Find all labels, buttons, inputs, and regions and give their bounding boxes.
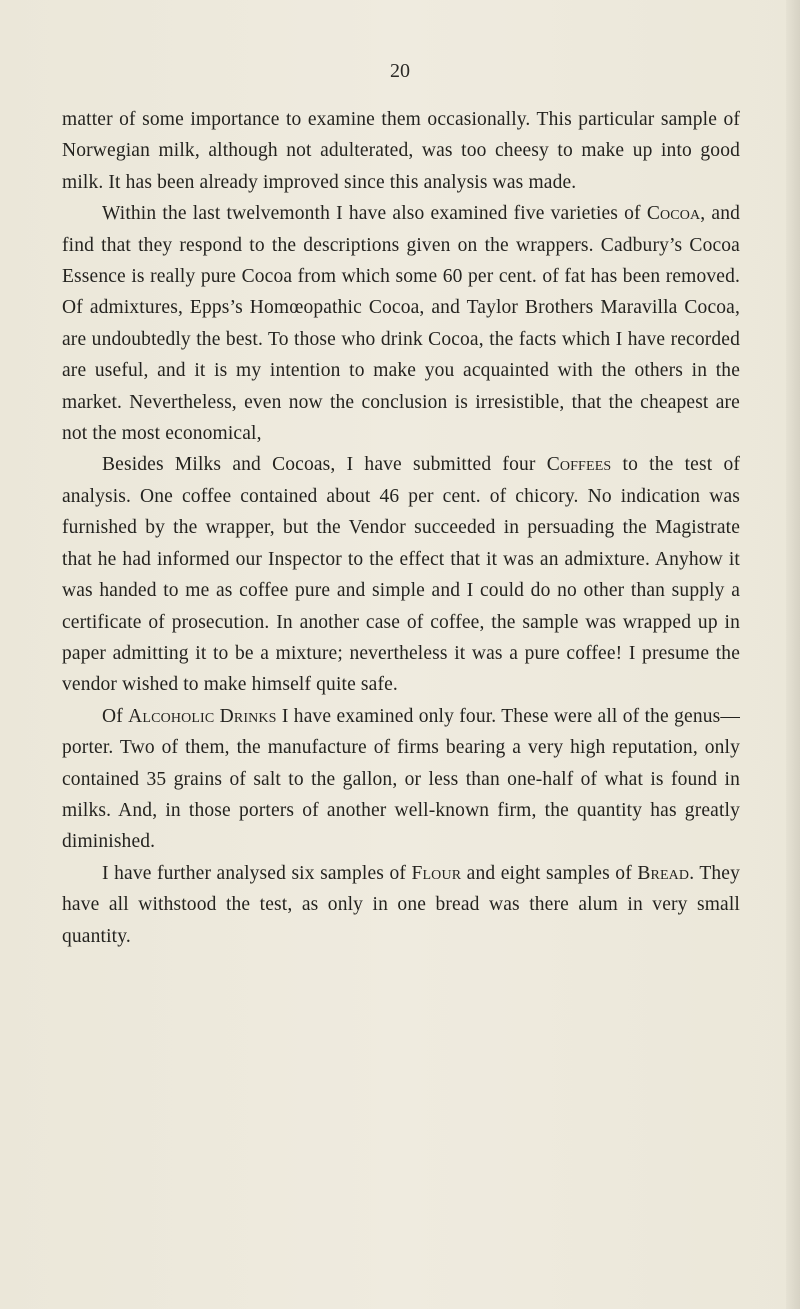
paragraph: [62, 858, 740, 952]
paragraph-text: . They have all withstood the test, as only in one bread was there alum in very small quantity.: [62, 862, 740, 947]
paragraph-text: Within the last twelvemonth I have also examined five varieties of: [102, 203, 647, 225]
paragraph: [62, 198, 740, 449]
paragraph-text: I have further analysed six samples of: [102, 862, 412, 884]
paragraph-text: I have examined only four. These were all of the genus—porter. Two of them, the manufacture of firms bearing a very high reputation, only contained 35 grains of salt to the gallon, or less than one-half of what is found in milks. And, in those porters of another well-known firm, the quantity has greatly diminished.: [62, 705, 741, 853]
paragraph: [62, 449, 740, 700]
paragraph: [62, 104, 740, 198]
small-caps-term: Bread: [637, 862, 690, 884]
paragraph-text: and eight samples of: [461, 862, 638, 884]
small-caps-term: Flour: [411, 862, 462, 884]
paragraph-text: Of: [102, 705, 129, 727]
paragraph-text: , and find that they respond to the descriptions given on the wrappers. Cadbury’s Cocoa Essence is really pure Cocoa from which some 60 per cent. of fat has been removed. Of admixtures, Epps’s Homœopathic Cocoa, and Taylor Brothers Maravilla Cocoa, are undoubtedly the best. To those who drink Cocoa, the facts which I have recorded are useful, and it is my intention to make you acquainted with the others in the market. Nevertheless, even now the conclusion is irresistible, that the cheapest are not the most economical,: [62, 203, 740, 445]
small-caps-term: Coffees: [546, 454, 612, 476]
small-caps-term: Cocoa: [646, 203, 701, 225]
paragraph-text: Besides Milks and Cocoas, I have submitted four: [102, 454, 547, 476]
page-number: 20: [390, 60, 410, 82]
body-text: [62, 104, 740, 952]
page-edge-shadow: [786, 0, 800, 1309]
paragraph-text: matter of some importance to examine them occasionally. This particular sample of Norwegian milk, although not adulterated, was too cheesy to make up into good milk. It has been already improved since this analysis was made.: [62, 109, 740, 193]
paragraph: [62, 701, 740, 858]
small-caps-term: Alcoholic Drinks: [128, 705, 277, 727]
paragraph-text: to the test of analysis. One coffee contained about 46 per cent. of chicory. No indication was furnished by the wrapper, but the Vendor succeeded in persuading the Magistrate that he had informed our Inspector to the effect that it was an admixture. Anyhow it was handed to me as coffee pure and simple and I could do no other than supply a certificate of prosecution. In another case of coffee, the sample was wrapped up in paper admitting it to be a mixture; nevertheless it was a pure coffee! I presume the vendor wished to make himself quite safe.: [62, 454, 740, 696]
